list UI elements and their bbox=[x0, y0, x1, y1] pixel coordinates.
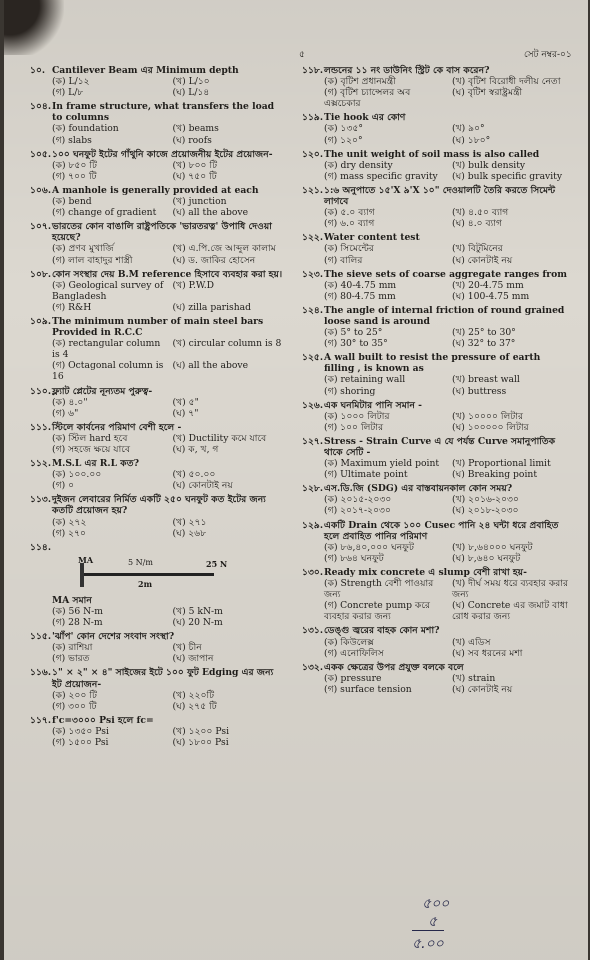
answer-option: (ঘ) L/১৪ bbox=[172, 87, 210, 99]
question-line bbox=[30, 667, 285, 689]
question-line bbox=[30, 269, 285, 280]
answer-option: (ক) retaining wall bbox=[324, 374, 406, 386]
question-text: ১:৬ অনুপাতে ১৫'X ৯'X ১০" দেওয়ালটি তৈরি করতে সিমেন্ট লাগবে bbox=[324, 184, 556, 208]
answer-option: (ঘ) ১৮০° bbox=[452, 134, 491, 146]
answer-option: (খ) bulk density bbox=[452, 159, 526, 171]
question-text: স্টিলে কার্বনের পরিমাণ বেশী হলে - bbox=[52, 421, 182, 433]
question-item bbox=[302, 483, 572, 516]
question-line bbox=[302, 352, 572, 374]
question-number: ১২১. bbox=[302, 184, 324, 196]
question-item bbox=[302, 352, 572, 396]
question-number: ১৩২. bbox=[302, 661, 324, 673]
question-number: ১২৪. bbox=[302, 304, 324, 316]
question-line bbox=[302, 520, 572, 542]
options-grid bbox=[30, 123, 285, 145]
answer-option: (গ) 28 N-m bbox=[52, 617, 103, 629]
question-item bbox=[30, 667, 285, 711]
question-number: ১১৮. bbox=[302, 65, 324, 76]
question-item bbox=[30, 631, 285, 664]
question-text: In frame structure, what transfers the load to columns bbox=[52, 101, 275, 124]
answer-option: (গ) লাল বাহাদুর শাস্ত্রী bbox=[52, 254, 133, 266]
question-text: The unit weight of soil mass is also called bbox=[324, 148, 540, 160]
answer-option: (খ) ৫" bbox=[172, 396, 199, 408]
answer-option: (ক) ১০০.০০ bbox=[52, 469, 102, 481]
answer-option: (গ) 80-4.75 mm bbox=[324, 290, 396, 302]
answer-option: (খ) ৪.৫০ ব্যাগ bbox=[452, 207, 509, 219]
question-item bbox=[302, 662, 572, 695]
answer-option: (খ) ২৭১ bbox=[172, 516, 207, 528]
question-line bbox=[30, 494, 285, 516]
options-grid bbox=[30, 469, 285, 491]
question-item bbox=[30, 65, 285, 98]
options-grid bbox=[302, 243, 572, 265]
question-number: ১২৭. bbox=[302, 435, 324, 447]
answer-option: (ঘ) bulk specific gravity bbox=[452, 170, 563, 182]
question-number: ১১৬. bbox=[30, 667, 52, 679]
answer-option: (খ) beams bbox=[172, 123, 219, 135]
options-grid bbox=[30, 690, 285, 712]
answer-option: (ঘ) কোনটাই নয় bbox=[452, 683, 513, 695]
question-item bbox=[302, 112, 572, 145]
answer-option: (গ) বৃটিশ চ্যান্সেলর অব এক্সচেকার bbox=[324, 87, 411, 110]
question-number: ১২৫. bbox=[302, 352, 324, 364]
question-line bbox=[30, 422, 285, 433]
question-line bbox=[302, 269, 572, 280]
answer-option: (গ) ৮৬৪ ঘনফুট bbox=[324, 552, 384, 564]
question-number: ১২০. bbox=[302, 148, 324, 160]
question-text: ফ্ল্যাট প্লেটের নূন্যতম পুরুত্ব- bbox=[52, 385, 153, 397]
answer-option: (গ) ১২০° bbox=[324, 134, 363, 146]
question-number: ১০. bbox=[30, 65, 46, 76]
question-line bbox=[30, 386, 285, 397]
question-text: A manhole is generally provided at each bbox=[52, 184, 259, 196]
question-line bbox=[30, 715, 285, 726]
question-item bbox=[302, 625, 572, 658]
options-grid bbox=[302, 374, 572, 396]
answer-option: (ক) L/১২ bbox=[52, 76, 90, 88]
answer-option: (খ) Proportional limit bbox=[452, 458, 551, 470]
question-item bbox=[302, 436, 572, 480]
answer-option: (ক) 56 N-m bbox=[52, 605, 103, 617]
options-grid bbox=[302, 123, 572, 145]
question-item bbox=[30, 101, 285, 145]
answer-option: (ক) dry density bbox=[324, 159, 393, 171]
question-item bbox=[302, 232, 572, 265]
options-grid bbox=[30, 642, 285, 664]
answer-option: (ঘ) ৮,৬৪০ ঘনফুট bbox=[452, 552, 521, 564]
question-line bbox=[30, 631, 285, 642]
answer-option: (গ) ০ bbox=[52, 480, 75, 492]
question-item bbox=[30, 494, 285, 538]
answer-option: (ক) rectangular column is 4 bbox=[52, 338, 161, 361]
options-grid bbox=[30, 397, 285, 419]
answer-option: (খ) এ.পি.জে আব্দুল কালাম bbox=[172, 243, 276, 255]
answer-option: (ঘ) সব ধরনের মশা bbox=[452, 647, 523, 659]
question-line bbox=[30, 65, 285, 76]
answer-option: (গ) বালির bbox=[324, 254, 363, 266]
answer-option: (খ) বৃটিশ বিরোধী দলীয় নেতা bbox=[452, 76, 561, 88]
answer-option: (ঘ) জাপান bbox=[172, 653, 214, 665]
question-item bbox=[30, 458, 285, 491]
answer-option: (খ) P.W.D bbox=[172, 279, 214, 291]
answer-option: (ক) সিমেন্টের bbox=[324, 243, 374, 255]
question-number: ১০৬. bbox=[30, 184, 52, 196]
question-text: লন্ডনের ১১ নং ডাউনিং স্ট্রিট কে বাস করেন? bbox=[324, 65, 490, 76]
answer-option: (গ) slabs bbox=[52, 134, 92, 146]
question-item bbox=[302, 185, 572, 229]
answer-option: (খ) L/১০ bbox=[172, 76, 210, 88]
answer-option: (ঘ) zilla parishad bbox=[172, 301, 251, 313]
question-number: ১১৭. bbox=[30, 714, 52, 726]
question-number: ১২২. bbox=[302, 232, 324, 244]
answer-option: (ঘ) all the above bbox=[172, 207, 249, 219]
question-text: Water content test bbox=[324, 232, 420, 244]
reaction-label: 25 N bbox=[206, 558, 228, 569]
question-line bbox=[302, 305, 572, 327]
answer-option: (গ) ২০১৭-২০৩০ bbox=[324, 505, 391, 517]
answer-option: (খ) ৮০০ টি bbox=[172, 159, 218, 171]
options-grid bbox=[30, 433, 285, 455]
question-line bbox=[30, 149, 285, 160]
question-line bbox=[302, 436, 572, 458]
answer-option: (গ) ৩০০ টি bbox=[52, 700, 97, 712]
answer-option: (খ) ১০০০০ লিটার bbox=[452, 410, 524, 422]
question-text: একক ক্ষেত্রের উপর প্রযুক্ত বলকে বলে bbox=[324, 661, 464, 673]
question-line bbox=[30, 542, 285, 553]
question-text bbox=[52, 542, 285, 553]
question-line bbox=[302, 112, 572, 123]
question-text: f'c=৩০০০ Psi হলে fc= bbox=[52, 714, 154, 726]
answer-option: (খ) দীর্ঘ সময় ধরে ব্যবহার করার জন্য bbox=[452, 578, 569, 601]
question-item bbox=[302, 149, 572, 182]
beam-diagram bbox=[78, 555, 238, 593]
question-text: Stress - Strain Curve এ যে পর্যন্ত Curve সমানুপাতিক থাকে সেটি - bbox=[324, 435, 556, 458]
answer-option: (ক) ২০০ টি bbox=[52, 689, 97, 701]
answer-option: (ঘ) roofs bbox=[172, 134, 212, 146]
options-grid bbox=[302, 578, 572, 622]
answer-option: (ক) Strength বেশী পাওয়ার জন্য bbox=[324, 578, 434, 601]
question-text: Ready mix concrete এ slump বেশী রাখা হয়- bbox=[324, 566, 527, 578]
answer-option: (ক) foundation bbox=[52, 123, 119, 135]
answer-option: (খ) চীন bbox=[172, 642, 202, 654]
answer-option: (ক) ৮৬,৪০,০০০ ঘনফুট bbox=[324, 541, 414, 553]
answer-option: (গ) L/৮ bbox=[52, 87, 84, 99]
answer-option: (ঘ) ১০০০০০ লিটার bbox=[452, 421, 529, 433]
question-item bbox=[30, 386, 285, 419]
question-number: ১২৩. bbox=[302, 268, 324, 280]
answer-option: (খ) ৮,৬৪০০০ ঘনফুট bbox=[452, 541, 533, 553]
options-grid bbox=[302, 207, 572, 229]
page-shadow bbox=[4, 0, 64, 55]
answer-option: (খ) 25° to 30° bbox=[452, 327, 516, 339]
right-column bbox=[302, 65, 572, 698]
question-item bbox=[30, 542, 285, 628]
answer-option: (গ) Ultimate point bbox=[324, 469, 408, 481]
answer-option: (গ) ভারত bbox=[52, 653, 90, 665]
udl-label: 5 N/m bbox=[128, 557, 153, 567]
options-grid bbox=[302, 327, 572, 349]
question-number: ১১৪. bbox=[30, 541, 52, 553]
answer-option: (ঘ) Breaking point bbox=[452, 469, 538, 481]
question-line bbox=[302, 400, 572, 411]
question-text: A wall built to resist the pressure of earth filling , is known as bbox=[324, 352, 541, 375]
answer-option: (গ) সহজে ক্ষয়ে যাবে bbox=[52, 444, 131, 455]
answer-option: (ক) বৃটিশ প্রধানমন্ত্রী bbox=[324, 76, 396, 88]
question-text: The minimum number of main steel bars Provided in R.C.C bbox=[52, 315, 264, 339]
question-number: ১০৪. bbox=[30, 101, 52, 113]
answer-option: (গ) এনোফিলিস bbox=[324, 647, 384, 659]
handwritten-note bbox=[404, 892, 524, 952]
answer-option: (ঘ) ৪.০ ব্যাগ bbox=[452, 218, 503, 230]
question-number: ১০৭. bbox=[30, 221, 52, 233]
answer-option: (ঘ) ক, খ, গ bbox=[172, 444, 219, 455]
options-grid bbox=[302, 458, 572, 480]
answer-option: (ক) ২০১৫-২০৩০ bbox=[324, 494, 392, 506]
answer-option: (ক) 5° to 25° bbox=[324, 327, 383, 339]
answer-option: (ক) Geological survey of Bangladesh bbox=[52, 279, 164, 302]
question-number: ১০৮. bbox=[30, 268, 52, 280]
answer-option: (গ) ১৫০০ Psi bbox=[52, 736, 109, 748]
options-grid bbox=[30, 338, 285, 382]
page-number: ৫ bbox=[299, 50, 305, 60]
question-text: 'ঝাঁপ' কোন দেশের সংবাদ সংস্থা? bbox=[52, 631, 175, 643]
left-column bbox=[30, 65, 285, 751]
answer-option: (ঘ) ২৭৫ টি bbox=[172, 700, 217, 712]
answer-option: (ক) ১৩৫° bbox=[324, 123, 364, 135]
moment-label: MA bbox=[78, 554, 94, 565]
answer-option: (ক) প্রণব মুখার্জি bbox=[52, 243, 114, 255]
answer-option: (ঘ) 20 N-m bbox=[172, 617, 223, 629]
question-item bbox=[302, 65, 572, 109]
question-number: ১২৮. bbox=[302, 483, 324, 495]
options-grid bbox=[302, 160, 572, 182]
answer-option: (গ) R&H bbox=[52, 301, 92, 313]
question-line bbox=[302, 232, 572, 243]
answer-option: (ঘ) Concrete এর জমাট বাধা রোধ করার জন্য bbox=[452, 600, 568, 623]
answer-option: (ক) bend bbox=[52, 196, 92, 208]
question-line bbox=[302, 662, 572, 673]
answer-option: (গ) change of gradient bbox=[52, 207, 157, 219]
options-grid bbox=[302, 280, 572, 302]
answer-option: (খ) breast wall bbox=[452, 374, 520, 386]
question-line bbox=[302, 65, 572, 76]
question-item bbox=[30, 422, 285, 455]
question-text: একটি Drain থেকে ১০০ Cusec পানি ২৪ ঘন্টা ধরে প্রবাহিত হলে প্রবাহিত পানির পরিমাণ bbox=[324, 519, 559, 542]
question-number: ১০৯. bbox=[30, 315, 52, 327]
answer-option: (ঘ) ২৬৮ bbox=[172, 527, 207, 539]
question-number: ১৩১. bbox=[302, 625, 324, 637]
answer-option: (গ) 30° to 35° bbox=[324, 338, 388, 350]
options-grid bbox=[30, 160, 285, 182]
question-line bbox=[302, 567, 572, 578]
question-number: ১০৫. bbox=[30, 148, 52, 160]
question-item bbox=[302, 269, 572, 302]
answer-option: (গ) Octagonal column is 16 bbox=[52, 360, 164, 383]
question-text: দুইজন লেবারের নির্মিত একটি ২৫০ ঘনফুট কত ইটের জন্য কতটি প্রয়োজন হয়? bbox=[52, 494, 266, 517]
answer-option: (ঘ) ৭৫০ টি bbox=[172, 170, 217, 182]
question-item bbox=[30, 185, 285, 218]
question-line bbox=[30, 221, 285, 243]
question-item bbox=[302, 567, 572, 622]
answer-option: (খ) ১২০০ Psi bbox=[172, 725, 230, 737]
figure-caption: MA সমান bbox=[52, 594, 92, 606]
answer-option: (ঘ) ড. জাকির হোসেন bbox=[172, 254, 256, 266]
options-grid bbox=[302, 494, 572, 516]
question-number: ১১১. bbox=[30, 421, 52, 433]
question-text: The sieve sets of coarse aggregate ranges from bbox=[324, 268, 568, 280]
answer-option: (গ) Concrete pump করে ব্যবহার করার জন্য bbox=[324, 600, 431, 623]
options-grid bbox=[302, 673, 572, 695]
answer-option: (গ) shoring bbox=[324, 385, 376, 397]
options-grid bbox=[30, 196, 285, 218]
question-item bbox=[302, 520, 572, 564]
answer-option: (ক) ১০০০ লিটার bbox=[324, 410, 390, 422]
question-line bbox=[30, 101, 285, 123]
answer-option: (গ) ১০০ লিটার bbox=[324, 421, 384, 433]
question-number: ১১৫. bbox=[30, 631, 52, 643]
answer-option: (খ) ২২০টি bbox=[172, 689, 215, 701]
question-text: The angle of internal friction of round grained loose sand is around bbox=[324, 304, 565, 327]
answer-option: (ঘ) buttress bbox=[452, 385, 507, 397]
question-line bbox=[302, 149, 572, 160]
answer-option: (ঘ) কোনটাই নয় bbox=[452, 254, 513, 266]
options-grid bbox=[302, 637, 572, 659]
answer-option: (ক) ২৭২ bbox=[52, 516, 87, 528]
answer-option: (খ) junction bbox=[172, 196, 227, 208]
answer-option: (খ) ৫০.০০ bbox=[172, 469, 216, 481]
answer-option: (ঘ) কোনটাই নয় bbox=[172, 480, 233, 492]
answer-option: (ক) রাশিয়া bbox=[52, 642, 93, 654]
question-number: ১১৩. bbox=[30, 494, 52, 506]
question-line bbox=[302, 625, 572, 636]
answer-option: (খ) 20-4.75 mm bbox=[452, 279, 524, 291]
question-item bbox=[302, 400, 572, 433]
answer-option: (খ) ২০১৬-২০৩০ bbox=[452, 494, 520, 506]
options-grid bbox=[30, 76, 285, 98]
answer-option: (ক) ৪.০" bbox=[52, 396, 88, 408]
answer-option: (ঘ) ১৮০০ Psi bbox=[172, 736, 229, 748]
question-item bbox=[302, 305, 572, 349]
beam-line bbox=[84, 573, 214, 576]
answer-option: (খ) ৯০° bbox=[452, 123, 485, 135]
answer-option: (ক) Maximum yield point bbox=[324, 458, 440, 470]
question-number: ১৩০. bbox=[302, 566, 324, 578]
answer-option: (ঘ) 100-4.75 mm bbox=[452, 290, 530, 302]
question-item bbox=[30, 221, 285, 265]
answer-option: (ক) ৫.০ ব্যাগ bbox=[324, 207, 375, 219]
question-text: Cantilever Beam এর Minimum depth bbox=[52, 65, 239, 76]
answer-option: (ঘ) বৃটিশ স্বরাষ্ট্রমন্ত্রী bbox=[452, 87, 523, 99]
handwritten-line: ৫.০০ bbox=[412, 930, 444, 956]
options-grid bbox=[30, 517, 285, 539]
answer-option: (গ) ৭০০ টি bbox=[52, 170, 97, 182]
question-number: ১১৯. bbox=[302, 112, 324, 124]
answer-option: (ক) ১৩৫০ Psi bbox=[52, 725, 109, 737]
question-text: ডেঙ্গু জ্বরের বাহক কোন মশা? bbox=[324, 625, 440, 637]
answer-option: (গ) surface tension bbox=[324, 683, 412, 695]
answer-option: (গ) ৬" bbox=[52, 407, 79, 419]
set-tag: সেট নম্বর-০১ bbox=[524, 50, 572, 60]
answer-option: (ক) pressure bbox=[324, 672, 382, 684]
question-sheet bbox=[4, 0, 588, 960]
answer-option: (ক) ৮৫০ টি bbox=[52, 159, 97, 171]
question-text: এস.ডি.জি (SDG) এর বাস্তবায়নকাল কোন সময়? bbox=[324, 483, 513, 495]
answer-option: (খ) 5 kN-m bbox=[172, 605, 223, 617]
answer-option: (ঘ) ৭" bbox=[172, 407, 199, 419]
question-item bbox=[30, 316, 285, 383]
question-number: ১১০. bbox=[30, 385, 52, 397]
question-text: কোন সংস্থার দেয় B.M reference হিসাবে ব্যবহার করা হয়। bbox=[52, 268, 283, 280]
question-text: ১" × ২" × ৪" সাইজের ইটে ১০০ ফুট Edging এর জন্য ইট প্রয়োজন- bbox=[52, 667, 274, 690]
options-grid bbox=[302, 411, 572, 433]
question-text: Tie hook এর কোণ bbox=[324, 112, 406, 124]
answer-option: (ক) কিউলেক্স bbox=[324, 636, 375, 648]
span-label: 2m bbox=[138, 578, 153, 589]
handwritten-line: ৫০০ bbox=[422, 896, 450, 912]
handwritten-line: ৫ bbox=[428, 914, 438, 930]
question-item bbox=[30, 149, 285, 182]
answer-option: (ঘ) ২০১৮-২০৩০ bbox=[452, 505, 519, 517]
question-line bbox=[302, 483, 572, 494]
question-text: এক ঘনমিটার পানি সমান - bbox=[324, 399, 422, 411]
question-number: ১২৯. bbox=[302, 519, 324, 531]
question-text: ভারতের কোন বাঙালি রাষ্ট্রপতিকে 'ভারতরত্ন' উপাধি দেওয়া হয়েছে? bbox=[52, 221, 272, 244]
answer-option: (গ) ২৭০ bbox=[52, 527, 87, 539]
question-text: M.S.L এর R.L কত? bbox=[52, 458, 139, 470]
options-grid bbox=[302, 76, 572, 109]
answer-option: (ক) স্টিল hard হবে bbox=[52, 432, 128, 444]
options-grid bbox=[30, 243, 285, 265]
options-grid bbox=[30, 726, 285, 748]
answer-option: (খ) strain bbox=[452, 672, 496, 684]
question-item bbox=[30, 715, 285, 748]
question-line bbox=[30, 185, 285, 196]
answer-option: (গ) mass specific gravity bbox=[324, 170, 438, 182]
answer-option: (খ) বিটুমিনের bbox=[452, 243, 503, 255]
options-grid bbox=[30, 606, 285, 628]
question-item bbox=[30, 269, 285, 313]
answer-option: (গ) ৬.০ ব্যাগ bbox=[324, 218, 375, 230]
question-number: ১২৬. bbox=[302, 399, 324, 411]
question-number: ১১২. bbox=[30, 458, 52, 470]
answer-option: (ঘ) 32° to 37° bbox=[452, 338, 516, 350]
answer-option: (খ) circular column is 8 bbox=[172, 338, 282, 350]
question-line bbox=[30, 316, 285, 338]
answer-option: (ঘ) all the above bbox=[172, 360, 249, 372]
answer-option: (খ) Ductility কমে যাবে bbox=[172, 432, 267, 444]
options-grid bbox=[302, 542, 572, 564]
answer-option: (ক) 40-4.75 mm bbox=[324, 279, 397, 291]
question-text: ১০০ ঘনফুট ইটের গাঁথুনি কাজে প্রয়োজনীয় ইটের প্রয়োজন- bbox=[52, 148, 273, 160]
question-line bbox=[302, 185, 572, 207]
options-grid bbox=[30, 280, 285, 313]
answer-option: (খ) এডিস bbox=[452, 636, 491, 648]
question-line bbox=[30, 458, 285, 469]
